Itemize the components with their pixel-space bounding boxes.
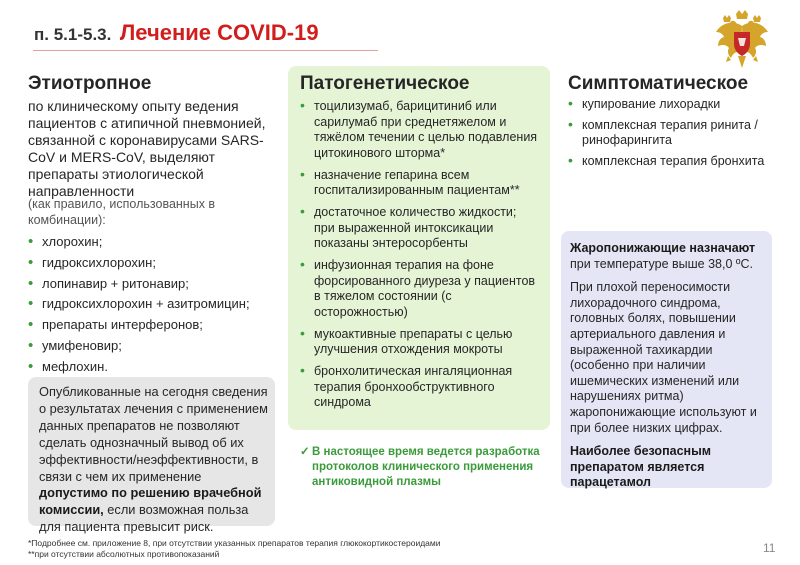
- page-title: Лечение COVID-19: [119, 20, 319, 45]
- list-item: • мефлохин.: [28, 357, 288, 378]
- etiotropic-note: (как правило, использованных в комбинации):: [28, 197, 216, 227]
- antipyretic-para-2: При плохой переносимости лихорадочного синдрома, головных болях, повышении артериального давления и выраженной тахикардии (особенно при наличии ишемических изменений или нарушениях ритма) жаропонижающие используют и при более низких цифрах.: [570, 280, 757, 435]
- antipyretic-para-3: [570, 444, 765, 491]
- plasma-protocol-note: [300, 445, 545, 490]
- list-item: • бронхолитическая ингаляционная терапия бронхообструктивного синдрома: [300, 364, 540, 411]
- title-underline: [33, 50, 378, 51]
- antipyretic-text: [570, 241, 765, 499]
- etiotropic-intro: по клиническому опыту ведения пациентов с атипичной пневмонией, связанной с коронавирусами SARS-CoV и MERS-CoV, выделяют препараты этиологической направленности: [28, 98, 266, 199]
- russian-coat-of-arms-icon: [714, 10, 770, 70]
- list-item: • гидроксихлорохин + азитромицин;: [28, 294, 288, 315]
- list-item: • комплексная терапия ринита / ринофарингита: [568, 118, 768, 148]
- info-text-part: если возможная польза для пациента превысит риск.: [39, 502, 249, 535]
- list-item: • купирование лихорадки: [568, 97, 768, 112]
- list-item: • назначение гепарина всем госпитализированным пациентам**: [300, 168, 540, 199]
- list-item: • препараты интерферонов;: [28, 315, 288, 336]
- antipyretic-emphasis: Жаропонижающие назначают: [570, 241, 756, 255]
- etiotropic-heading: Этиотропное: [28, 73, 152, 94]
- section-number: п. 5.1-5.3.: [34, 25, 112, 44]
- antipyretic-para-1: [570, 241, 765, 272]
- paracetamol-recommendation: Наиболее безопасным препаратом является парацетамол: [570, 444, 711, 490]
- etiotropic-info-text: [39, 384, 269, 536]
- info-text-emphasis: допустимо по решению врачебной комиссии,: [39, 485, 262, 518]
- list-item: • умифеновир;: [28, 336, 288, 357]
- antipyretic-threshold: при температуре выше 38,0 ºС.: [570, 256, 753, 271]
- footnotes: [28, 538, 441, 559]
- etiotropic-drug-list: [28, 232, 288, 378]
- info-text-part: Опубликованные на сегодня сведения о результатах лечения с применением данных препаратов не позволяют сделать однозначный вывод об их эффективности/неэффективности, в связи с чем их применение: [39, 384, 268, 484]
- list-item: • хлорохин;: [28, 232, 288, 253]
- footnote-2: **при отсутствии абсолютных противопоказаний: [28, 548, 220, 559]
- pathogenetic-heading: Патогенетическое: [300, 73, 470, 94]
- list-item: • мукоактивные препараты с целью улучшения отхождения мокроты: [300, 327, 540, 358]
- list-item: • инфузионная терапия на фоне форсированного диуреза у пациентов в тяжелом состоянии (с осторожностью): [300, 258, 540, 320]
- page-number: 11: [763, 541, 776, 555]
- footnote-1: *Подробнее см. приложение 8, при отсутствии указанных препаратов терапия глюкокортикостероидами: [28, 538, 441, 548]
- symptomatic-heading: Симптоматическое: [568, 73, 749, 94]
- list-item: • лопинавир + ритонавир;: [28, 274, 288, 295]
- list-item: • тоцилизумаб, барицитиниб или сарилумаб при среднетяжелом и тяжёлом течении с целью подавления цитокинового шторма*: [300, 99, 540, 161]
- symptomatic-list: [568, 97, 768, 175]
- slide-title: [34, 20, 319, 46]
- checkmark-icon: ✓: [300, 446, 310, 458]
- list-item: • комплексная терапия бронхита: [568, 154, 768, 169]
- list-item: • достаточное количество жидкости; при выраженной интоксикации показаны энтеросорбенты: [300, 205, 540, 252]
- plasma-protocol-text: В настоящее время ведется разработка протоколов клинического применения антиковидной плазмы: [312, 446, 540, 488]
- pathogenetic-list: [300, 99, 540, 417]
- list-item: • гидроксихлорохин;: [28, 253, 288, 274]
